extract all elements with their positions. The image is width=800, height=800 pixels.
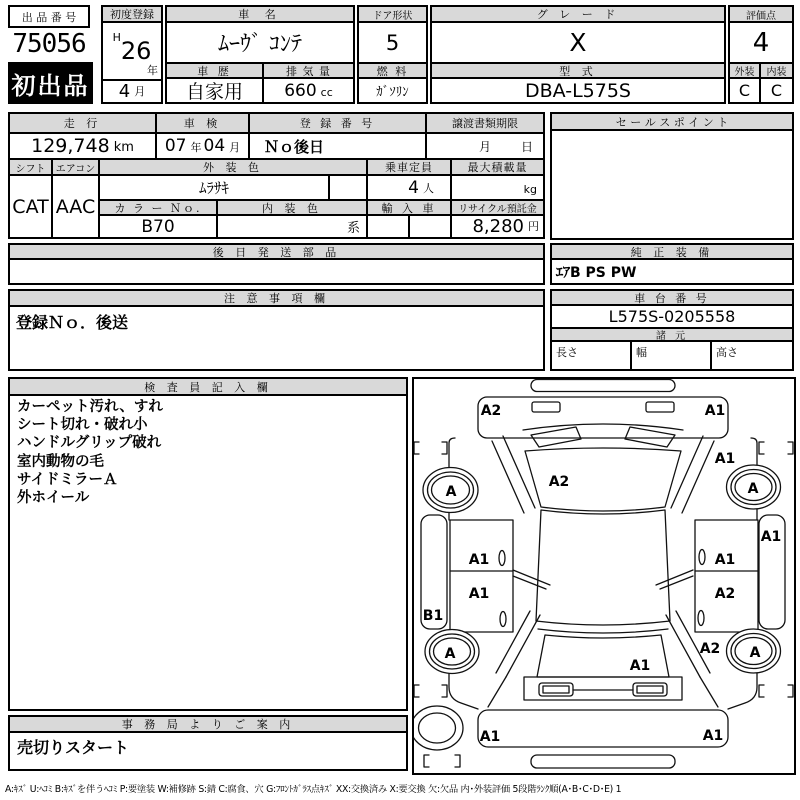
recycle-unit: 円 — [528, 220, 539, 233]
damage-marker-right-rocker: A1 — [760, 529, 782, 545]
first-reg-year-cell — [103, 23, 161, 81]
damage-marker-left-front-door: A1 — [468, 552, 490, 568]
damage-marker-right-front-door: A1 — [714, 552, 736, 568]
door-handle — [698, 611, 704, 626]
bracket-icon — [424, 755, 429, 767]
hood-panel — [478, 397, 728, 438]
damage-marker-rear-bumper-left: A1 — [479, 729, 501, 745]
damage-marker-rear-left-wheel: A — [444, 646, 456, 662]
bracket-icon — [442, 442, 447, 454]
int-color-header: 内 装 色 — [218, 201, 368, 216]
first-reg-block — [101, 5, 163, 104]
max-load-header: 最大積載量 — [452, 160, 543, 176]
displacement-header: 排 気 量 — [264, 64, 353, 79]
bracket-icon — [788, 685, 793, 697]
sales-point-header: セ ー ル ス ポ イ ン ト — [552, 114, 792, 131]
import-header: 輸 入 車 — [368, 201, 452, 216]
doors-value: 5 — [359, 23, 426, 64]
displacement-unit: cc — [320, 86, 333, 99]
later-parts-value — [10, 260, 543, 283]
rear-bumper — [478, 710, 728, 747]
shaken-header: 車 検 — [157, 114, 250, 134]
specs-header: 諸 元 — [552, 329, 792, 342]
regno-header: 登 録 番 号 — [250, 114, 427, 134]
doors-header: ドア形状 — [359, 7, 426, 23]
model-header: 型 式 — [432, 64, 724, 79]
transfer-cell — [427, 134, 543, 160]
capacity-unit: 人 — [423, 182, 434, 195]
spec-width: 幅 — [632, 342, 712, 369]
bracket-icon — [442, 685, 447, 697]
exterior-grade: C — [730, 79, 761, 102]
damage-marker-right-front-fender: A1 — [714, 451, 736, 467]
first-reg-month: 4 — [118, 81, 131, 102]
later-parts-header: 後 日 発 送 部 品 — [10, 245, 543, 260]
inspector-line: カーペット汚れ、すれ — [17, 399, 163, 415]
headlight-left — [532, 402, 560, 412]
bracket-icon — [414, 442, 419, 454]
year-suffix: 年 — [147, 64, 158, 77]
info-table — [8, 112, 545, 239]
ext-color-sub-cell — [330, 176, 368, 201]
shift-value: CAT — [10, 176, 53, 237]
regno-value: Ｎｏ後日 — [250, 134, 427, 160]
displacement-cell — [264, 79, 353, 102]
chassis-block — [550, 289, 794, 371]
damage-marker-left-rocker: B1 — [422, 608, 444, 624]
first-reg-header: 初度登録 — [103, 7, 161, 23]
import-cell-1 — [368, 216, 410, 237]
door-handle — [699, 550, 705, 565]
transfer-day-suffix: 日 — [520, 140, 533, 154]
shaken-month-suffix: 月 — [229, 141, 241, 154]
damage-marker-front-left-wheel: A — [445, 484, 457, 500]
sales-point-block — [550, 112, 794, 240]
recycle-header: リサイクル預託金 — [452, 201, 543, 216]
quarter-seam-left — [488, 677, 506, 707]
interior-grade: C — [770, 81, 783, 100]
a-pillar-left — [492, 441, 524, 513]
sales-point-value — [552, 131, 792, 238]
shaken-year-suffix: 年 — [190, 141, 202, 154]
damage-marker-right-quarter: A2 — [699, 641, 721, 657]
auction-no-value: 75056 — [12, 29, 86, 59]
mileage-cell — [10, 134, 157, 160]
spec-height: 高さ — [716, 346, 738, 359]
doors-block — [357, 5, 428, 104]
first-reg-month-cell — [103, 81, 161, 102]
mileage-value: 129,748 — [31, 135, 110, 157]
color-no-value: B70 — [100, 216, 218, 237]
mileage-unit: km — [113, 140, 134, 155]
transfer-header: 譲渡書類期限 — [427, 114, 543, 134]
damage-marker-right-rear-door: A2 — [714, 586, 736, 602]
damage-marker-rear-window: A1 — [629, 658, 651, 674]
b-pillar-left-2 — [513, 576, 546, 589]
grade-header: グ レ ー ド — [432, 7, 724, 23]
spec-length: 長さ — [552, 342, 632, 369]
grade-value: X — [432, 23, 724, 64]
mileage-header: 走 行 — [10, 114, 157, 134]
interior-header: 内装 — [761, 64, 792, 79]
score-header: 評価点 — [730, 7, 792, 23]
auction-no-header: 出 品 番 号 — [8, 5, 90, 28]
damage-marker-front-right-wheel: A — [747, 481, 759, 497]
shaken-cell — [157, 134, 250, 160]
bracket-icon — [788, 442, 793, 454]
taillight-right — [633, 683, 667, 696]
shaken-year: 07 — [164, 136, 187, 156]
car-name-block — [165, 5, 355, 104]
damage-marker-windshield: A2 — [548, 474, 570, 490]
wiper-left — [531, 427, 581, 447]
transfer-month-suffix: 月 — [478, 140, 491, 154]
exterior-header: 外装 — [730, 64, 761, 79]
grade-block — [430, 5, 726, 104]
a-pillar-right-2 — [671, 436, 703, 508]
import-cell-2 — [410, 216, 452, 237]
aircon-value: AAC — [53, 176, 100, 237]
damage-marker-hood-right: A1 — [704, 403, 726, 419]
chassis-value: L575S-0205558 — [552, 306, 792, 329]
displacement-value: 660 — [284, 80, 317, 101]
bracket-icon — [759, 685, 764, 697]
color-no-header: カ ラ ー Ｎｏ. — [100, 201, 218, 216]
notes-block — [8, 289, 545, 371]
history-value: 自家用 — [167, 79, 264, 102]
headlight-right — [646, 402, 674, 412]
first-listing-badge: 初出品 — [8, 62, 93, 104]
recycle-value: 8,280 — [472, 216, 524, 237]
score-block — [728, 5, 794, 104]
capacity-header: 乗車定員 — [368, 160, 452, 176]
chassis-header: 車 台 番 号 — [552, 291, 792, 306]
notes-header: 注 意 事 項 欄 — [10, 291, 543, 307]
bracket-icon — [455, 755, 460, 767]
capacity-cell — [368, 176, 452, 201]
int-color-cell: 系 — [218, 216, 368, 237]
front-bumper-strip — [531, 380, 675, 392]
inspector-line: 室内動物の毛 — [17, 453, 104, 470]
door-handle — [499, 551, 505, 566]
capacity-value: 4 — [408, 177, 419, 198]
office-header: 事 務 局 よ り ご 案 内 — [10, 717, 406, 733]
fuel-value: ｶﾞｿﾘﾝ — [376, 85, 409, 100]
inspector-line: シート切れ・破れ小 — [17, 417, 148, 434]
wiper-right — [625, 427, 675, 447]
aircon-header: エアコン — [53, 160, 100, 176]
office-value: 売切りスタート — [17, 738, 130, 757]
inspector-line: ハンドルグリップ破れ — [17, 435, 162, 452]
cowl-line — [523, 424, 683, 430]
shift-header: シフト — [10, 160, 53, 176]
equipment-header: 純 正 装 備 — [552, 245, 792, 260]
recycle-cell — [452, 216, 543, 237]
model-value: DBA-L575S — [524, 79, 631, 102]
equipment-block — [550, 243, 794, 285]
left-doors — [450, 520, 513, 632]
ext-color-value: ﾑﾗｻｷ — [100, 176, 330, 201]
a-pillar-left-2 — [503, 436, 535, 508]
car-name-header: 車 名 — [167, 7, 353, 23]
fuel-header: 燃 料 — [359, 64, 426, 79]
bracket-icon — [414, 685, 419, 697]
car-name-value: ﾑｰｳﾞ ｺﾝﾃ — [167, 23, 353, 64]
damage-diagram — [412, 377, 796, 775]
ext-color-header: 外 装 色 — [100, 160, 368, 176]
a-pillar-right — [682, 441, 714, 513]
damage-marker-left-rear-door: A1 — [468, 586, 490, 602]
inspector-block — [8, 377, 408, 711]
rear-roof-line — [538, 629, 668, 633]
later-parts-block — [8, 243, 545, 285]
score-value: 4 — [730, 23, 792, 64]
month-suffix: 月 — [134, 85, 146, 98]
notes-value: 登録Ｎｏ．後送 — [16, 313, 129, 332]
shaken-month: 04 — [203, 136, 226, 156]
taillight-left-inner — [543, 686, 569, 693]
rear-bumper-strip — [531, 755, 675, 768]
damage-marker-rear-bumper-right: A1 — [702, 728, 724, 744]
inspector-header: 検 査 員 記 入 欄 — [10, 379, 406, 396]
door-handle — [500, 612, 506, 627]
damage-code-legend: A:ｷｽﾞ U:ﾍｺﾐ B:ｷｽﾞを伴うﾍｺﾐ P:要塗装 W:補修跡 S:錆 C:腐食、穴 G:ﾌﾛﾝﾄｶﾞﾗｽ点ｷｽﾞ XX:交換済み X:要交換 欠:欠品 内･外装評価 5段階ﾗﾝｸ順(A･B･C･D･E) 1 — [5, 784, 622, 795]
first-reg-year: 26 — [120, 37, 152, 65]
history-header: 車 歴 — [167, 64, 264, 79]
inspector-line: サイドミラーＡ — [17, 471, 118, 488]
b-pillar-right-2 — [660, 576, 693, 589]
car-top-view — [414, 379, 794, 773]
damage-marker-rear-right-wheel: A — [749, 645, 761, 661]
damage-marker-hood-left: A2 — [480, 403, 502, 419]
taillight-left — [539, 683, 573, 696]
inspector-body — [10, 396, 406, 709]
max-load-cell: kg — [452, 176, 543, 201]
inspector-line: 外ホイール — [17, 490, 90, 507]
era-mark: H — [112, 31, 121, 44]
taillight-right-inner — [637, 686, 663, 693]
roof — [536, 510, 670, 625]
bracket-icon — [759, 442, 764, 454]
office-block — [8, 715, 408, 771]
quarter-seam-right — [700, 677, 718, 707]
equipment-value: ｴｱB PS PW — [556, 265, 637, 281]
